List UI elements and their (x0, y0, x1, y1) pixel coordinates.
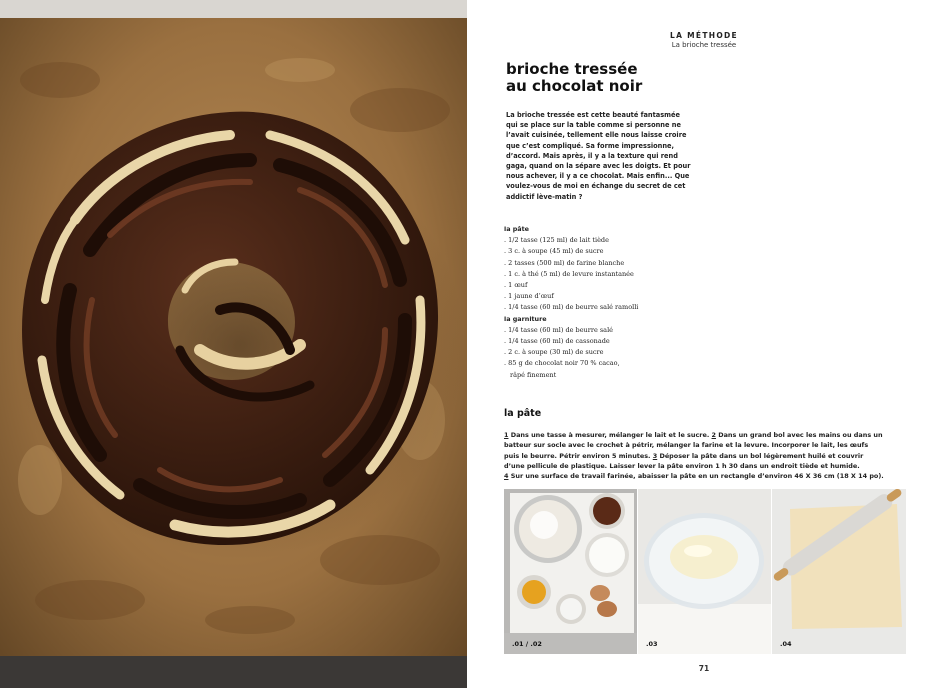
step-number: 3 (652, 451, 658, 460)
intro-line: La brioche tressée est cette beauté fantasmée (506, 111, 680, 119)
step-text: Dans un grand bol avec les mains ou dans un (716, 431, 883, 439)
intro-line: addictif lève-matin ? (506, 192, 583, 201)
step-number: 2 (711, 431, 716, 439)
intro-line: gaga, quand on la sépare avec les doigts. Et pour (506, 162, 691, 171)
ingredients-photo (504, 489, 637, 654)
intro-paragraph (506, 110, 706, 202)
ingredient-item: . 3 c. à soupe (45 ml) de sucre (504, 246, 724, 257)
method-line (504, 451, 906, 461)
method-line (504, 471, 906, 481)
step-number: 1 (504, 431, 509, 439)
recipe-page (468, 0, 940, 688)
recipe-title-line-2: au chocolat noir (506, 77, 643, 95)
intro-line: qui se place sur la table comme si personne ne (506, 121, 681, 130)
page-number: 71 (698, 664, 710, 673)
photo-caption: .04 (780, 640, 792, 648)
intro-line: nous achever, il y a ce chocolat. Mais enfin... Que (506, 172, 690, 181)
ingredient-item: . 1/2 tasse (125 ml) de lait tiède (504, 235, 724, 246)
step-text: puis le beurre. Pétrir environ 5 minutes. (504, 451, 653, 460)
rolled-dough-illustration (772, 489, 906, 654)
ingredient-list (504, 224, 724, 381)
ingredient-item: . 1/4 tasse (60 ml) de cassonade (504, 336, 724, 347)
ingredient-item: . 1/4 tasse (60 ml) de beurre salé (504, 325, 724, 336)
ingredient-item: . 2 c. à soupe (30 ml) de sucre (504, 347, 724, 358)
ingredient-group-title-garniture: la garniture (504, 314, 547, 323)
ingredient-item: . 2 tasses (500 ml) de farine blanche (504, 258, 724, 269)
step-number: 4 (504, 472, 509, 481)
method-paragraph (504, 430, 906, 481)
intro-line: voulez-vous de moi en échange du secret de cet (506, 182, 686, 191)
recipe-title-line-1: brioche tressée (506, 60, 638, 78)
section-subtitle: La brioche tressée (671, 41, 737, 49)
method-line: d’une pellicule de plastique. Laisser lever la pâte environ 1 h 30 dans un endroit tiède et humide. (504, 461, 860, 470)
ingredient-item: . 1 œuf (504, 280, 724, 291)
step-text: Déposer la pâte dans un bol légèrement huilé et couvrir (657, 451, 864, 460)
photo-caption: .03 (646, 640, 658, 648)
ingredient-group-title-pate: la pâte (504, 225, 530, 233)
step-text: Sur une surface de travail farinée, abaisser la pâte en un rectangle d’environ 46 X 36 cm (18 X 14 po). (508, 472, 884, 481)
ingredients-illustration (504, 489, 637, 654)
ingredient-item: . 1/4 tasse (60 ml) de beurre salé ramolli (504, 302, 724, 313)
dough-bowl-photo (638, 489, 771, 654)
intro-line: d’accord. Mais après, il y a la texture qui rend (506, 151, 678, 160)
photo-caption: .01 / .02 (512, 640, 542, 648)
brioche-photo (0, 0, 467, 688)
intro-line: l’avait cuisinée, tellement elle nous laisse croire (506, 131, 687, 140)
braided-brioche-illustration (0, 0, 467, 688)
dough-bowl-illustration (638, 489, 771, 654)
method-line (504, 430, 906, 440)
ingredient-item: . 85 g de chocolat noir 70 % cacao, (504, 358, 724, 369)
section-title: LA MÉTHODE (670, 31, 738, 40)
recipe-title (506, 61, 766, 95)
method-heading: la pâte (504, 408, 542, 419)
ingredient-item: . 1 jaune d’œuf (504, 291, 724, 302)
rolled-dough-photo (772, 489, 906, 654)
ingredient-item: . 1 c. à thé (5 ml) de levure instantanée (504, 269, 724, 280)
ingredient-item-continuation: râpé finement (510, 370, 557, 379)
step-text: Dans une tasse à mesurer, mélanger le lait et le sucre. (508, 431, 712, 439)
method-line: batteur sur socle avec le crochet à pétrir, mélanger la farine et la levure. Incorporer le lait, les œufs (504, 441, 869, 450)
intro-line: que c’est compliqué. Sa forme impressionne, (506, 141, 675, 150)
